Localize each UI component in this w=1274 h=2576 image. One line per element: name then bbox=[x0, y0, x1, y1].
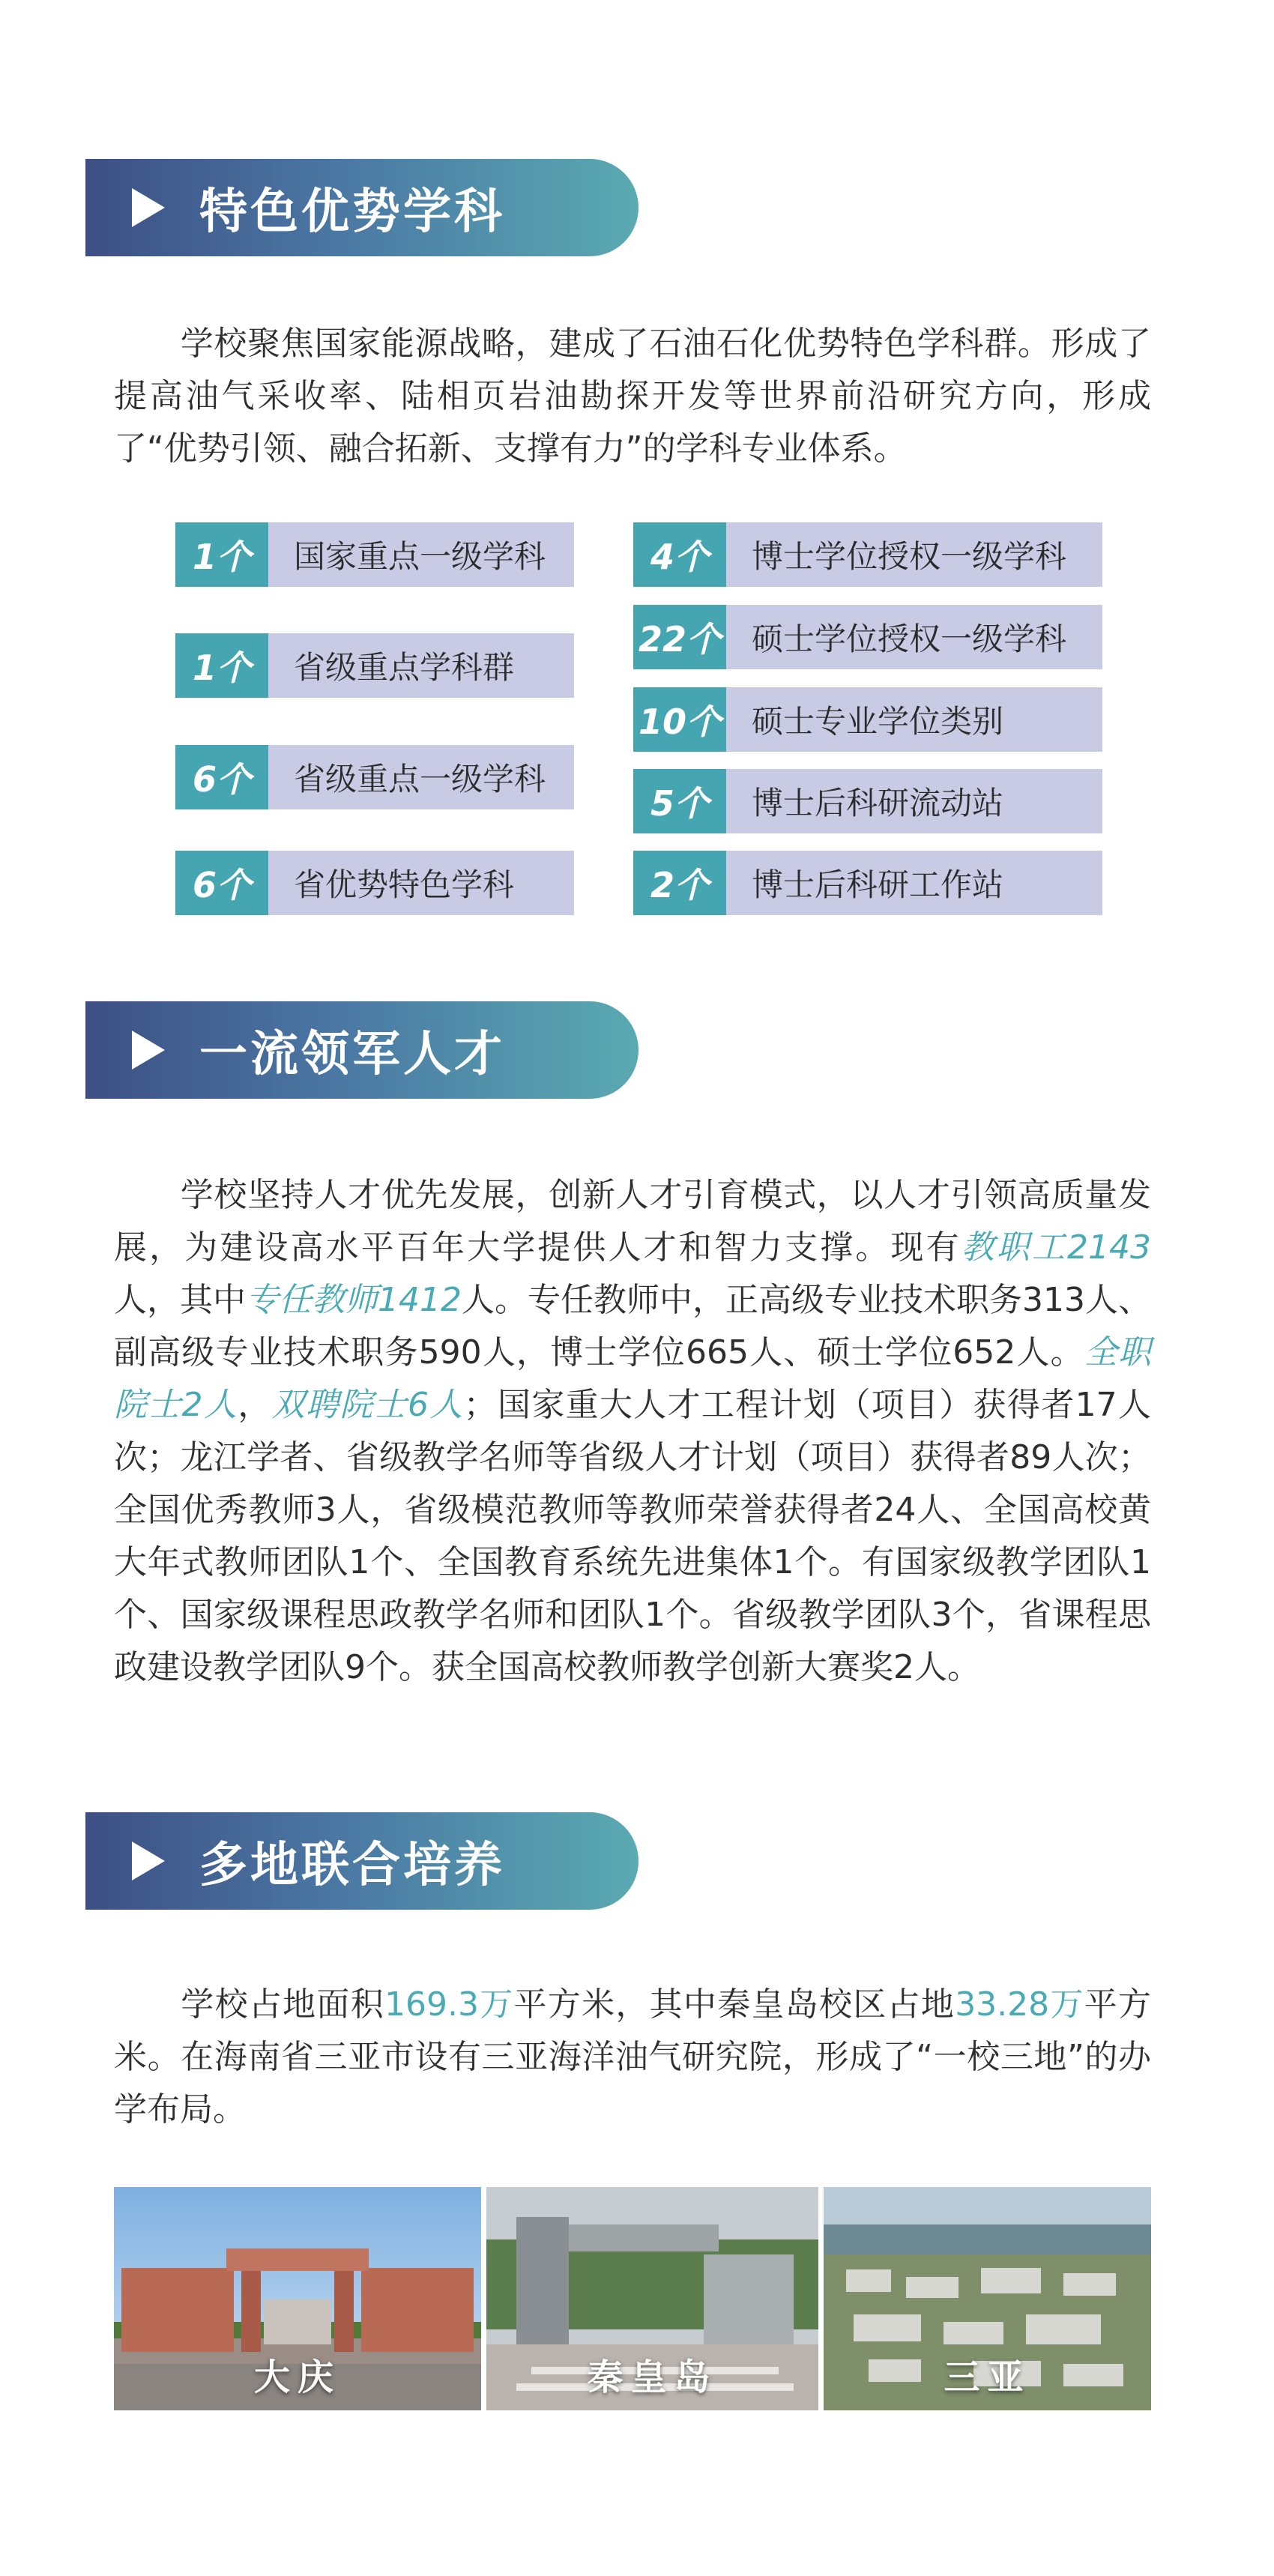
talent-paragraph: 学校坚持人才优先发展，创新人才引育模式，以人才引领高质量发展，为建设高水平百年大学提供人才和智力支撑。现有教职工2143人，其中专任教师1412人。专任教师中，正高级专业技术职务313人、副高级专业技术职务590人，博士学位665人、硕士学位652人。全职院士2人，双聘院士6人；国家重大人才工程计划（项目）获得者17人次；龙江学者、省级教学名师等省级人才计划（项目）获得者89人次；全国优秀教师3人，省级模范教师等教师荣誉获得者24人、全国高校黄大年式教师团队1个、全国教育系统先进集体1个。有国家级教学团队1个、国家级课程思政教学名师和团队1个。省级教学团队3个，省课程思政建设教学团队9个。获全国高校教师教学创新大赛奖2人。 bbox=[114, 1176, 1152, 1686]
stat-label: 硕士学位授权一级学科 bbox=[726, 605, 1102, 669]
stat-number: 22个 bbox=[633, 605, 726, 669]
stat-label: 博士后科研工作站 bbox=[726, 851, 1102, 915]
stat-item bbox=[633, 605, 1102, 669]
stat-item bbox=[175, 633, 574, 698]
play-triangle-icon bbox=[132, 1841, 165, 1880]
stat-number: 10个 bbox=[633, 687, 726, 752]
section-title: 特色优势学科 bbox=[199, 184, 505, 240]
highlight-staff: 教职工2143 bbox=[961, 1228, 1151, 1267]
stat-label: 博士后科研流动站 bbox=[726, 769, 1102, 833]
photo-caption: 秦皇岛 bbox=[587, 2356, 718, 2398]
photo-caption: 三亚 bbox=[944, 2356, 1031, 2398]
stat-number: 2个 bbox=[633, 851, 726, 915]
highlight-qhd-area: 33.28万 bbox=[955, 1985, 1084, 2024]
play-triangle-icon bbox=[132, 1031, 165, 1070]
stat-item bbox=[633, 522, 1102, 587]
section-title: 一流领军人才 bbox=[199, 1027, 505, 1082]
stat-label: 博士学位授权一级学科 bbox=[726, 522, 1102, 587]
disciplines-intro: 学校聚焦国家能源战略，建成了石油石化优势特色学科群。形成了提高油气采收率、陆相页岩油勘探开发等世界前沿研究方向，形成了“优势引领、融合拓新、支撑有力”的学科专业体系。 bbox=[114, 325, 1151, 468]
highlight-academicians: 全职院士2人 bbox=[114, 1333, 1151, 1424]
section-title: 多地联合培养 bbox=[199, 1838, 505, 1893]
highlight-joint-academicians: 双聘院士6人 bbox=[271, 1386, 464, 1424]
stat-item bbox=[633, 687, 1102, 752]
highlight-teachers: 专任教师1412 bbox=[246, 1281, 462, 1319]
stat-number: 1个 bbox=[175, 633, 268, 698]
section-header-campus bbox=[85, 1812, 638, 1910]
stat-label: 硕士专业学位类别 bbox=[726, 687, 1102, 752]
photo-qinhuangdao bbox=[486, 2187, 818, 2410]
stat-item bbox=[175, 522, 574, 587]
stat-number: 5个 bbox=[633, 769, 726, 833]
section-header-disciplines bbox=[85, 159, 638, 256]
stat-label: 省优势特色学科 bbox=[268, 851, 574, 915]
stat-number: 4个 bbox=[633, 522, 726, 587]
stat-label: 省级重点一级学科 bbox=[268, 745, 574, 809]
stat-number: 6个 bbox=[175, 851, 268, 915]
section-header-talent bbox=[85, 1001, 638, 1099]
stat-number: 6个 bbox=[175, 745, 268, 809]
stat-item bbox=[633, 769, 1102, 833]
stat-item bbox=[633, 851, 1102, 915]
photo-sanya bbox=[824, 2187, 1151, 2410]
stat-item bbox=[175, 745, 574, 809]
stat-item bbox=[175, 851, 574, 915]
play-triangle-icon bbox=[132, 188, 165, 227]
photo-caption: 大庆 bbox=[253, 2356, 341, 2398]
highlight-area: 169.3万 bbox=[384, 1985, 514, 2024]
photo-daqing bbox=[114, 2187, 481, 2410]
stat-number: 1个 bbox=[175, 522, 268, 587]
campus-paragraph: 学校占地面积169.3万平方米，其中秦皇岛校区占地33.28万平方米。在海南省三亚市设有三亚海洋油气研究院，形成了“一校三地”的办学布局。 bbox=[114, 1985, 1152, 2129]
stat-label: 省级重点学科群 bbox=[268, 633, 574, 698]
stat-label: 国家重点一级学科 bbox=[268, 522, 574, 587]
